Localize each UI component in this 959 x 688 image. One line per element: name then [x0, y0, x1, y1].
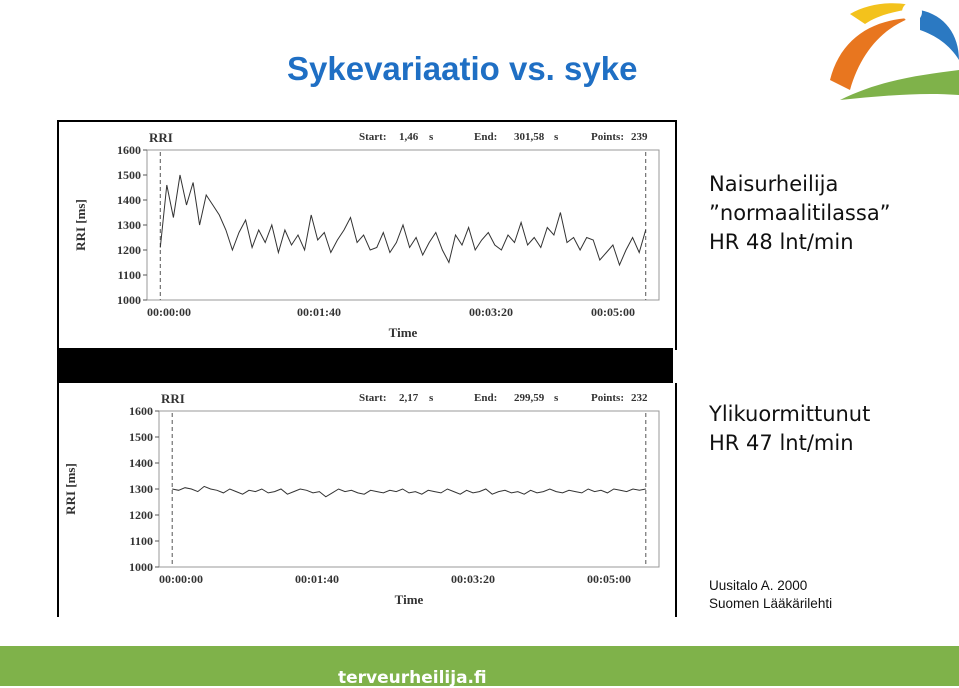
end-unit: s: [554, 131, 559, 143]
footer-site-name: terveurheilija.fi: [338, 668, 487, 688]
x-tick-label: 00:05:00: [587, 572, 631, 586]
end-value: 301,58: [514, 131, 545, 143]
rri-chart-overtrained-svg: [59, 383, 675, 617]
caption-line: Ylikuormittunut: [709, 402, 871, 426]
logo-orange-swoosh: [830, 18, 910, 90]
logo-figure-head: [902, 2, 922, 22]
y-tick-label: 1500: [129, 430, 153, 444]
x-axis-label: Time: [394, 592, 424, 607]
points-value: 232: [631, 392, 648, 404]
separator-bar: [57, 348, 673, 383]
y-tick-label: 1400: [117, 193, 141, 207]
athlete-normal-caption: [709, 170, 891, 257]
plot-area: [159, 411, 659, 567]
x-tick-label: 00:00:00: [159, 572, 203, 586]
y-tick-label: 1600: [117, 143, 141, 157]
x-tick-label: 00:03:20: [451, 572, 495, 586]
x-tick-label: 00:01:40: [297, 305, 341, 319]
rri-chart-overtrained: [57, 383, 677, 617]
terveurheilija-logo: [820, 0, 959, 110]
start-label: Start:: [359, 131, 387, 143]
rri-series-line: [172, 486, 646, 496]
y-tick-label: 1100: [117, 268, 141, 282]
x-tick-label: 00:01:40: [295, 572, 339, 586]
y-tick-label: 1300: [117, 218, 141, 232]
y-tick-label: 1000: [129, 560, 153, 574]
caption-line: HR 48 lnt/min: [709, 230, 854, 254]
rri-chart-normal-svg: [59, 122, 675, 350]
y-tick-label: 1600: [129, 404, 153, 418]
start-unit: s: [429, 392, 434, 404]
citation-line: Suomen Lääkärilehti: [709, 596, 833, 611]
slide-title: Sykevariaatio vs. syke: [287, 50, 638, 87]
y-tick-label: 1400: [129, 456, 153, 470]
points-label: Points:: [591, 392, 624, 404]
x-tick-label: 00:00:00: [147, 305, 191, 319]
y-tick-label: 1200: [117, 243, 141, 257]
y-axis-label: RRI [ms]: [73, 199, 88, 251]
x-tick-label: 00:05:00: [591, 305, 635, 319]
y-axis-label: RRI [ms]: [63, 463, 78, 515]
source-citation: [709, 577, 832, 613]
citation-line: Uusitalo A. 2000: [709, 578, 808, 593]
end-value: 299,59: [514, 392, 545, 404]
end-label: End:: [474, 131, 498, 143]
logo-blue-swoosh: [920, 10, 959, 60]
start-value: 2,17: [399, 392, 419, 404]
caption-line: ”normaalitilassa”: [709, 201, 891, 225]
start-value: 1,46: [399, 131, 419, 143]
x-tick-label: 00:03:20: [469, 305, 513, 319]
series-label: RRI: [161, 391, 185, 406]
y-tick-label: 1200: [129, 508, 153, 522]
y-tick-label: 1300: [129, 482, 153, 496]
athlete-overtrained-caption: [709, 400, 870, 458]
caption-line: HR 47 lnt/min: [709, 431, 854, 455]
points-value: 239: [631, 131, 648, 143]
y-tick-label: 1000: [117, 293, 141, 307]
logo-green-swoosh: [840, 70, 959, 100]
y-tick-label: 1500: [117, 168, 141, 182]
start-unit: s: [429, 131, 434, 143]
end-unit: s: [554, 392, 559, 404]
series-label: RRI: [149, 130, 173, 145]
rri-series-line: [160, 175, 645, 265]
end-label: End:: [474, 392, 498, 404]
x-axis-label: Time: [388, 325, 418, 340]
caption-line: Naisurheilija: [709, 172, 839, 196]
rri-chart-normal: [57, 120, 677, 350]
start-label: Start:: [359, 392, 387, 404]
y-tick-label: 1100: [129, 534, 153, 548]
points-label: Points:: [591, 131, 624, 143]
